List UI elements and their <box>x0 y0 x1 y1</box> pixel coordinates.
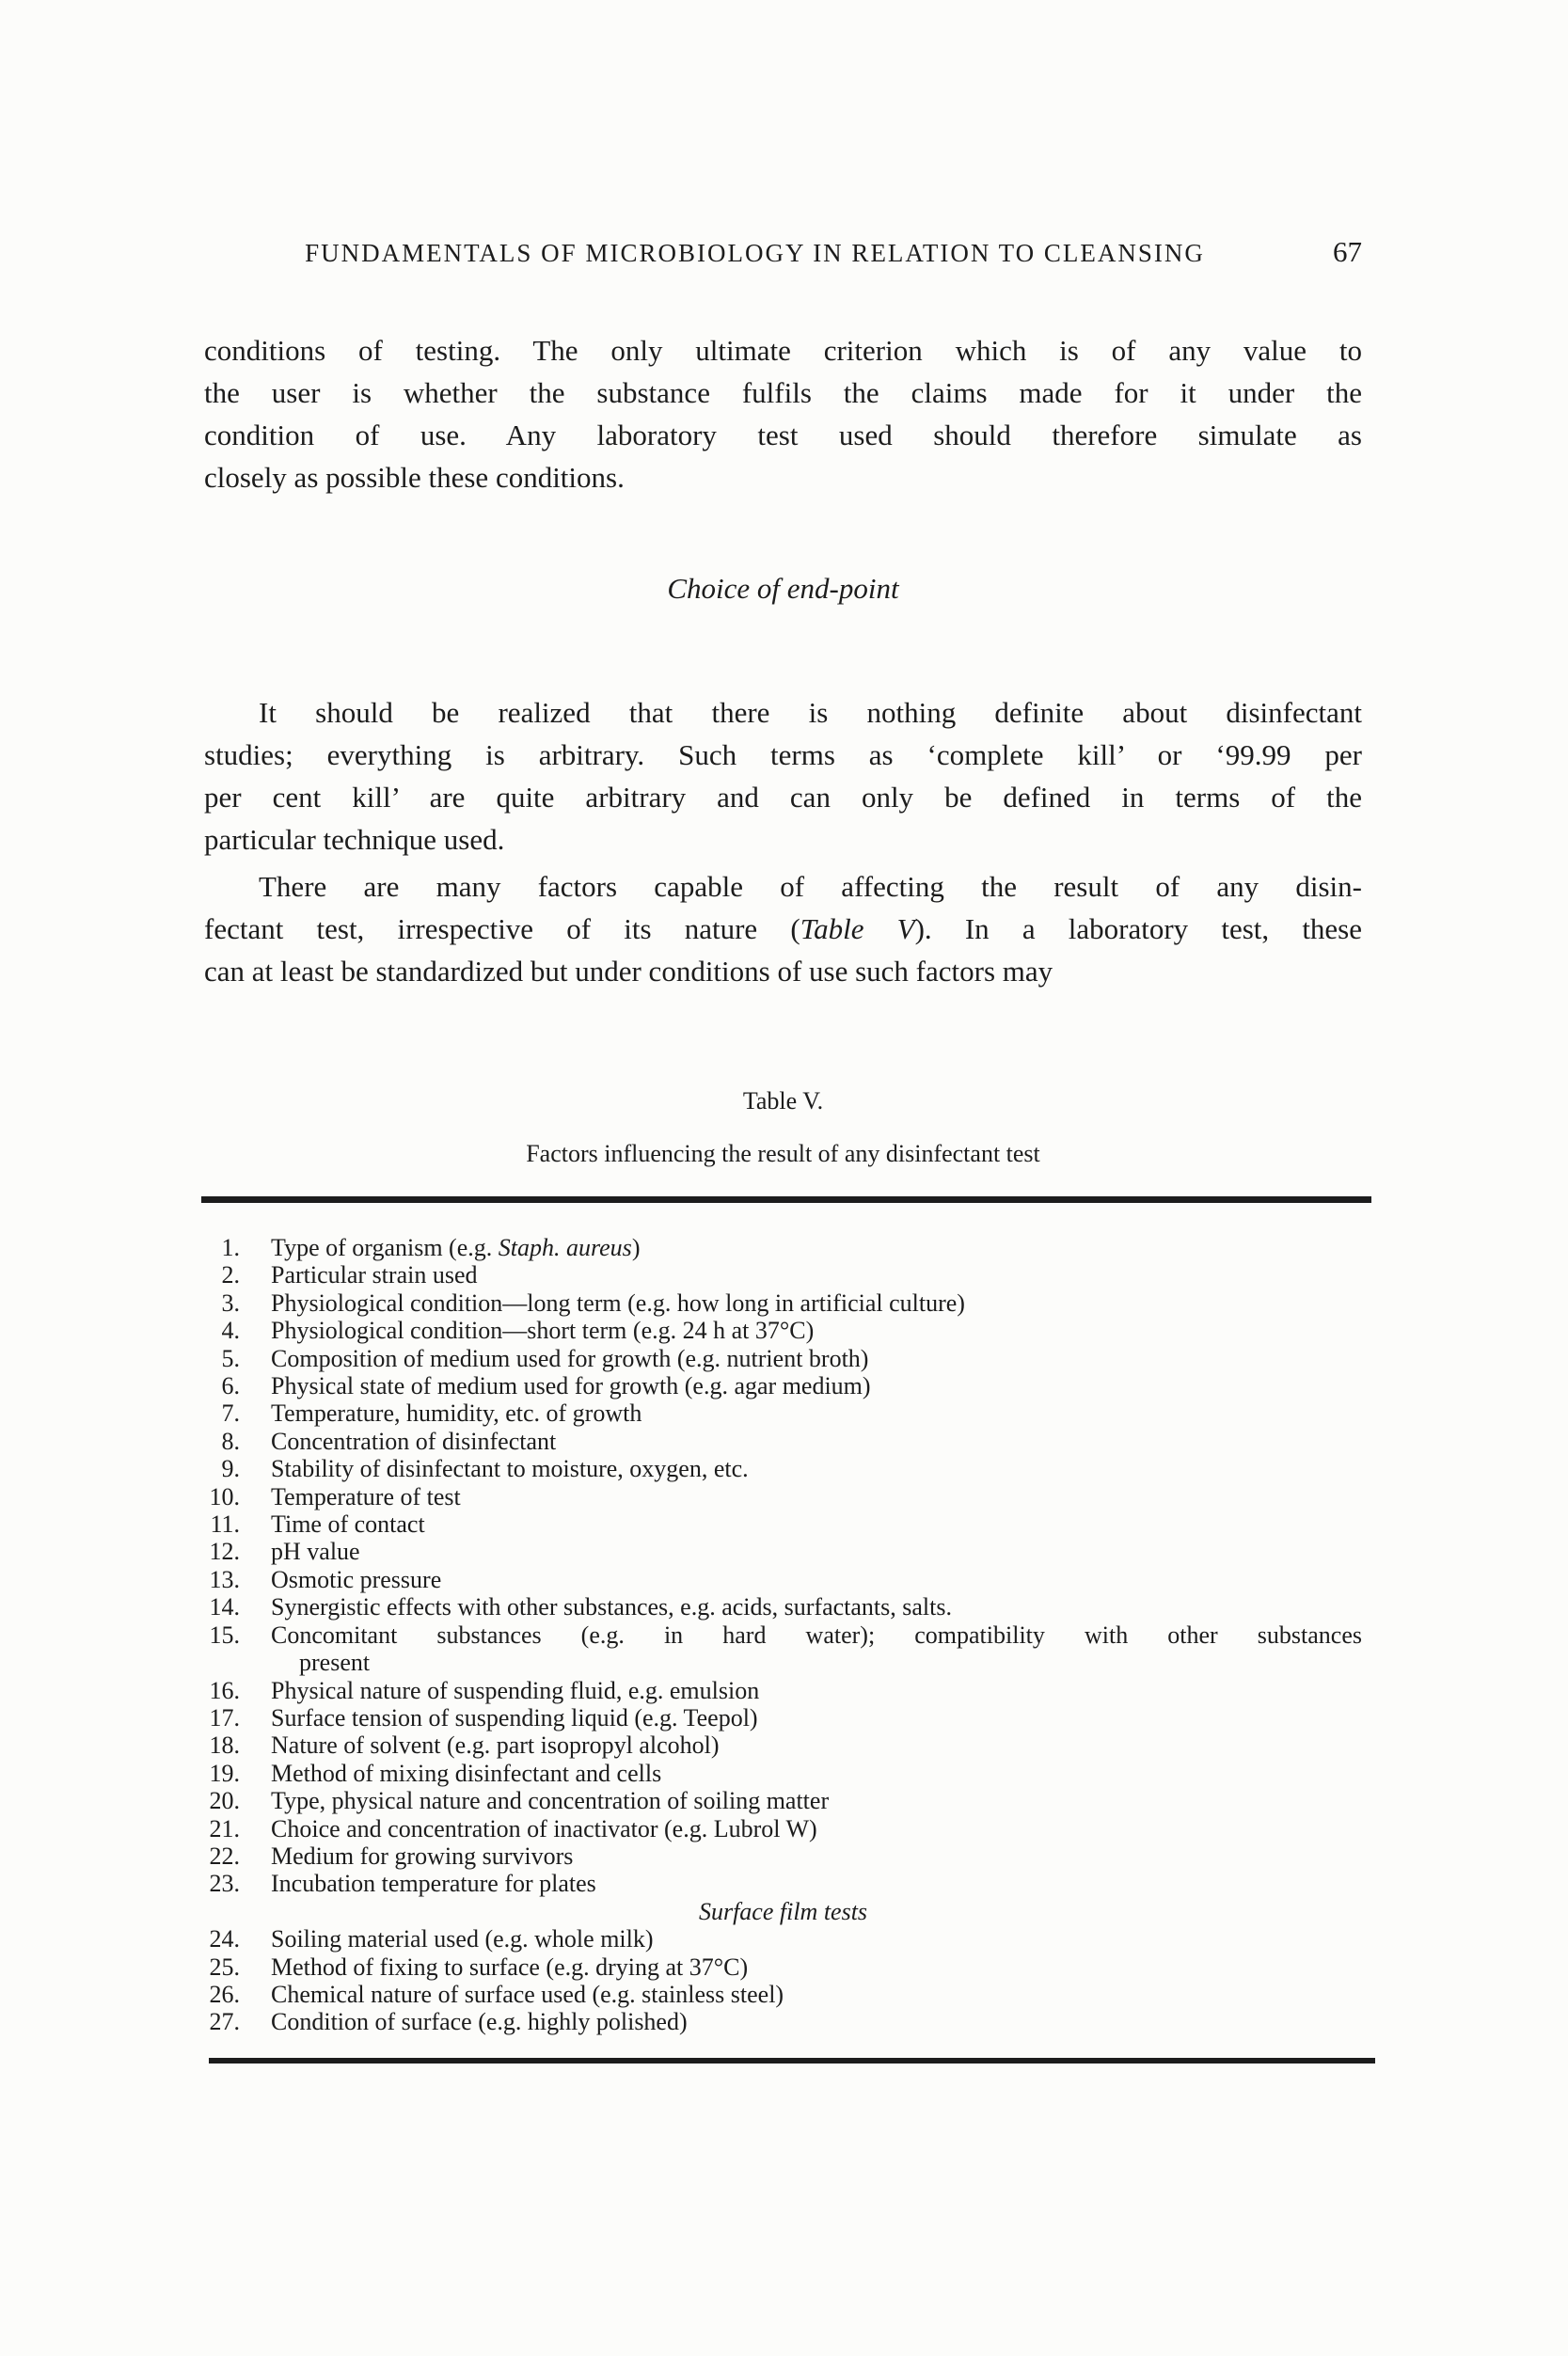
list-item-line: Method of fixing to surface (e.g. drying at 37°C) <box>271 1953 749 1981</box>
list-item-number: 26. <box>209 1980 240 2008</box>
list-item-number: 22. <box>209 1842 240 1870</box>
list-item-text <box>271 1483 1362 1510</box>
list-item-number: 1. <box>221 1234 240 1261</box>
page-number: 67 <box>1333 235 1362 268</box>
list-item-number: 5. <box>221 1344 240 1372</box>
list-item-line: Method of mixing disinfectant and cells <box>271 1759 662 1787</box>
list-item-text <box>271 1234 1362 1261</box>
list-item-text <box>271 1621 1362 1677</box>
list-item-text <box>271 1538 1362 1565</box>
list-item <box>204 1428 1362 1455</box>
list-item-line: Time of contact <box>271 1510 425 1539</box>
paragraph <box>204 691 1362 861</box>
list-item-number: 3. <box>221 1289 240 1317</box>
list-item-text <box>271 1842 1362 1870</box>
list-item-number: 24. <box>209 1925 240 1953</box>
text-line: can at least be standardized but under conditions of use such factors may <box>204 955 1053 988</box>
list-item-line: Temperature, humidity, etc. of growth <box>271 1399 642 1428</box>
list-item-line: Concentration of disinfectant <box>271 1427 557 1455</box>
list-item-text <box>271 2008 1362 2035</box>
list-item-text <box>271 1953 1362 1981</box>
list-item <box>204 1261 1362 1289</box>
paragraph <box>204 865 1362 992</box>
list-item-line: pH value <box>271 1538 360 1566</box>
list-item-number: 13. <box>209 1565 240 1593</box>
list-item-number: 7. <box>221 1399 240 1428</box>
table-title: Table V. <box>742 1087 824 1115</box>
list-item-text <box>271 1261 1362 1289</box>
list-item-line: Synergistic effects with other substances, e.g. acids, surfactants, salts. <box>271 1593 952 1621</box>
list-item-text <box>271 1345 1362 1372</box>
paragraph <box>204 329 1362 498</box>
list-item <box>204 1760 1362 1787</box>
list-item <box>204 1870 1362 1897</box>
text-line: closely as possible these conditions. <box>204 461 625 494</box>
list-item-number: 9. <box>221 1455 240 1483</box>
list-item-text <box>271 1317 1362 1344</box>
list-item-text <box>271 1677 1362 1704</box>
list-item-number: 6. <box>221 1372 240 1400</box>
table-top-rule <box>201 1196 1371 1203</box>
list-item-number: 10. <box>209 1482 240 1510</box>
list-item <box>204 1677 1362 1704</box>
list-item-number: 20. <box>209 1787 240 1815</box>
list-item <box>204 1842 1362 1870</box>
list-item-text <box>271 1731 1362 1759</box>
list-item-line: Chemical nature of surface used (e.g. stainless steel) <box>271 1980 784 2008</box>
list-item-line: Composition of medium used for growth (e.g. nutrient broth) <box>271 1344 869 1372</box>
list-item-number: 19. <box>209 1759 240 1787</box>
list-item-number: 8. <box>221 1427 240 1455</box>
list-item-text <box>271 1760 1362 1787</box>
list-item <box>204 1787 1362 1814</box>
list-item-text <box>271 1566 1362 1593</box>
list-item-line: Osmotic pressure <box>271 1565 442 1593</box>
list-item <box>204 1925 1362 1953</box>
list-item <box>204 2008 1362 2035</box>
list-item-line: Medium for growing survivors <box>271 1842 574 1870</box>
list-item-number: 17. <box>209 1703 240 1731</box>
list-item-text <box>271 1455 1362 1482</box>
text-line: per cent kill’ are quite arbitrary and can only be defined in terms of the <box>204 781 1362 814</box>
running-head <box>204 235 1362 277</box>
list-item-line: Incubation temperature for plates <box>271 1870 596 1898</box>
list-item-line: Stability of disinfectant to moisture, oxygen, etc. <box>271 1455 749 1483</box>
list-item-number: 16. <box>209 1676 240 1704</box>
table-bottom-rule <box>209 2058 1375 2063</box>
list-item-line: Type of organism (e.g. Staph. aureus) <box>271 1234 641 1261</box>
list-item-number: 27. <box>209 2008 240 2036</box>
list-item-line: Type, physical nature and concentration of soiling matter <box>271 1787 830 1815</box>
list-item <box>204 1372 1362 1399</box>
list-item-line: Physiological condition—long term (e.g. how long in artificial culture) <box>271 1289 965 1317</box>
factor-list <box>204 1234 1362 2036</box>
list-item <box>204 1538 1362 1565</box>
list-item <box>204 1483 1362 1510</box>
list-item <box>204 1345 1362 1372</box>
list-item <box>204 1289 1362 1317</box>
list-item-number: 4. <box>221 1317 240 1345</box>
list-item <box>204 1566 1362 1593</box>
list-item-text <box>271 1289 1362 1317</box>
list-item-number: 2. <box>221 1261 240 1289</box>
list-item-text <box>271 1925 1362 1953</box>
list-item-text <box>271 1870 1362 1897</box>
list-item-text <box>271 1981 1362 2008</box>
text-line: the user is whether the substance fulfils the claims made for it under the <box>204 376 1362 409</box>
list-item-number: 14. <box>209 1593 240 1621</box>
list-item-text <box>271 1372 1362 1399</box>
text-line: studies; everything is arbitrary. Such terms as ‘complete kill’ or ‘99.99 per <box>204 738 1362 771</box>
list-item <box>204 1317 1362 1344</box>
text-line: There are many factors capable of affecting the result of any disin- <box>259 870 1362 903</box>
list-item-line: Temperature of test <box>271 1482 461 1510</box>
list-item-line: Physical state of medium used for growth (e.g. agar medium) <box>271 1372 871 1400</box>
list-item-line: Condition of surface (e.g. highly polished) <box>271 2008 688 2036</box>
list-item-line: Physical nature of suspending fluid, e.g. emulsion <box>271 1676 760 1704</box>
list-item-number: 23. <box>209 1870 240 1898</box>
list-item-text <box>271 1399 1362 1427</box>
list-item <box>204 1593 1362 1621</box>
list-subheading: Surface film tests <box>698 1897 868 1925</box>
list-item <box>204 1981 1362 2008</box>
list-item-number: 21. <box>209 1814 240 1842</box>
section-heading <box>204 572 1362 606</box>
list-item <box>204 1815 1362 1842</box>
list-item <box>204 1704 1362 1731</box>
list-item-number: 18. <box>209 1731 240 1760</box>
text-line: It should be realized that there is nothing definite about disinfectant <box>259 696 1362 729</box>
list-item-line: Particular strain used <box>271 1261 478 1289</box>
list-item-number: 25. <box>209 1953 240 1981</box>
text-line: condition of use. Any laboratory test used should therefore simulate as <box>204 419 1362 451</box>
list-item <box>204 1731 1362 1759</box>
list-item-line: Nature of solvent (e.g. part isopropyl alcohol) <box>271 1731 720 1760</box>
list-item <box>204 1455 1362 1482</box>
list-item-number: 11. <box>210 1510 240 1539</box>
list-item-text <box>271 1704 1362 1731</box>
list-item-text <box>271 1593 1362 1621</box>
text-line: conditions of testing. The only ultimate criterion which is of any value to <box>204 334 1362 367</box>
list-item-number: 15. <box>209 1621 240 1649</box>
list-item-text <box>271 1428 1362 1455</box>
list-item-line: Soiling material used (e.g. whole milk) <box>271 1925 654 1953</box>
list-item-line: Surface tension of suspending liquid (e.g. Teepol) <box>271 1703 758 1731</box>
list-item <box>204 1234 1362 1261</box>
list-item-line: Physiological condition—short term (e.g. 24 h at 37°C) <box>271 1317 815 1345</box>
list-item-line: Choice and concentration of inactivator (e.g. Lubrol W) <box>271 1814 817 1842</box>
text-line: fectant test, irrespective of its nature (Table V). In a laboratory test, these <box>204 912 1363 945</box>
list-item-line: Concomitant substances (e.g. in hard water); compatibility with other substances <box>271 1621 1362 1649</box>
running-head-title: FUNDAMENTALS OF MICROBIOLOGY IN RELATION TO CLEANSING <box>305 239 1205 267</box>
list-item-text <box>271 1510 1362 1538</box>
table-caption: Factors influencing the result of any disinfectant test <box>526 1140 1040 1167</box>
list-item-text <box>271 1815 1362 1842</box>
list-item <box>204 1621 1362 1677</box>
list-item-text <box>271 1787 1362 1814</box>
list-item <box>204 1399 1362 1427</box>
list-item-number: 12. <box>209 1538 240 1566</box>
list-item <box>204 1953 1362 1981</box>
section-heading-text: Choice of end-point <box>667 572 899 605</box>
list-item <box>204 1510 1362 1538</box>
text-line: particular technique used. <box>204 823 505 856</box>
list-item-runover: present <box>299 1649 371 1677</box>
